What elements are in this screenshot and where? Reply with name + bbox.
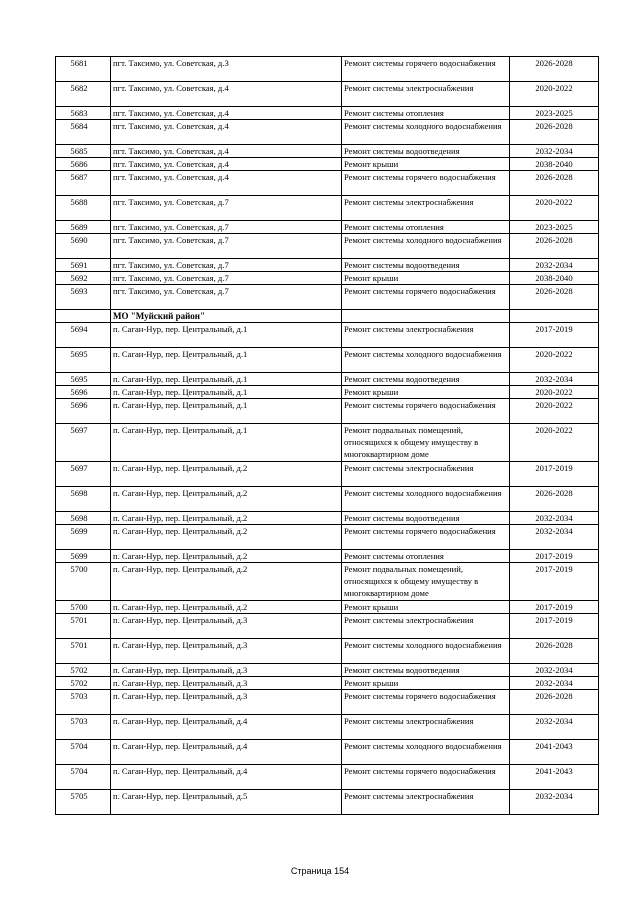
table-row (56, 158, 599, 171)
table-row (56, 348, 599, 373)
row-number: 5690 (56, 234, 111, 259)
row-number: 5695 (56, 373, 111, 386)
row-number: 5694 (56, 323, 111, 348)
row-period: 2026-2028 (510, 639, 599, 664)
row-number: 5697 (56, 462, 111, 487)
row-address: п. Саган-Нур, пер. Центральный, д.2 (111, 462, 342, 487)
row-number: 5693 (56, 285, 111, 310)
table-row (56, 399, 599, 424)
row-period: 2026-2028 (510, 487, 599, 512)
row-period: 2017-2019 (510, 563, 599, 601)
row-address: п. Саган-Нур, пер. Центральный, д.2 (111, 550, 342, 563)
row-period: 2026-2028 (510, 285, 599, 310)
repair-schedule-table (55, 56, 599, 815)
row-address: пгт. Таксимо, ул. Советская, д.4 (111, 171, 342, 196)
row-period: 2032-2034 (510, 715, 599, 740)
row-address: п. Саган-Нур, пер. Центральный, д.4 (111, 715, 342, 740)
table-row (56, 664, 599, 677)
row-address: пгт. Таксимо, ул. Советская, д.4 (111, 107, 342, 120)
table-row (56, 272, 599, 285)
row-period: 2032-2034 (510, 790, 599, 815)
row-address: пгт. Таксимо, ул. Советская, д.7 (111, 285, 342, 310)
row-number: 5700 (56, 601, 111, 614)
table-row (56, 373, 599, 386)
row-address: п. Саган-Нур, пер. Центральный, д.3 (111, 690, 342, 715)
table-row (56, 639, 599, 664)
row-address: п. Саган-Нур, пер. Центральный, д.3 (111, 614, 342, 639)
row-address: п. Саган-Нур, пер. Центральный, д.2 (111, 601, 342, 614)
row-period: 2032-2034 (510, 373, 599, 386)
row-address: п. Саган-Нур, пер. Центральный, д.5 (111, 790, 342, 815)
row-number: 5705 (56, 790, 111, 815)
row-address: п. Саган-Нур, пер. Центральный, д.2 (111, 512, 342, 525)
row-address: п. Саган-Нур, пер. Центральный, д.2 (111, 487, 342, 512)
row-address: пгт. Таксимо, ул. Советская, д.4 (111, 120, 342, 145)
row-period: 2032-2034 (510, 664, 599, 677)
table-row (56, 323, 599, 348)
table-row (56, 57, 599, 82)
row-number: 5687 (56, 171, 111, 196)
row-number: 5700 (56, 563, 111, 601)
row-period: 2026-2028 (510, 234, 599, 259)
row-work-type: Ремонт системы электроснабжения (342, 82, 510, 107)
row-number: 5699 (56, 550, 111, 563)
table-row (56, 386, 599, 399)
table-row (56, 790, 599, 815)
row-period: 2032-2034 (510, 145, 599, 158)
row-number: 5688 (56, 196, 111, 221)
row-number: 5686 (56, 158, 111, 171)
row-number: 5689 (56, 221, 111, 234)
row-number: 5702 (56, 664, 111, 677)
table-row (56, 487, 599, 512)
row-work-type: Ремонт системы горячего водоснабжения (342, 690, 510, 715)
row-address: пгт. Таксимо, ул. Советская, д.7 (111, 221, 342, 234)
row-work-type: Ремонт крыши (342, 677, 510, 690)
row-work-type: Ремонт подвальных помещений, относящихся к общему имуществу в многоквартирном доме (342, 424, 510, 462)
row-period: 2023-2025 (510, 107, 599, 120)
page-number: Страница 154 (290, 866, 350, 876)
row-period: 2041-2043 (510, 765, 599, 790)
row-work-type: Ремонт системы холодного водоснабжения (342, 487, 510, 512)
table-row (56, 120, 599, 145)
row-work-type: Ремонт системы электроснабжения (342, 196, 510, 221)
row-period: 2017-2019 (510, 323, 599, 348)
row-period: 2032-2034 (510, 259, 599, 272)
row-address: п. Саган-Нур, пер. Центральный, д.4 (111, 740, 342, 765)
row-work-type: Ремонт системы электроснабжения (342, 790, 510, 815)
section-row (56, 310, 599, 323)
row-work-type: Ремонт системы горячего водоснабжения (342, 57, 510, 82)
row-period: 2020-2022 (510, 386, 599, 399)
row-work-type: Ремонт системы холодного водоснабжения (342, 639, 510, 664)
table-row (56, 196, 599, 221)
cell-empty (510, 310, 599, 323)
row-period: 2038-2040 (510, 158, 599, 171)
row-work-type: Ремонт системы отопления (342, 107, 510, 120)
row-work-type: Ремонт подвальных помещений, относящихся к общему имуществу в многоквартирном доме (342, 563, 510, 601)
row-period: 2041-2043 (510, 740, 599, 765)
table-body (56, 57, 599, 815)
row-number: 5698 (56, 487, 111, 512)
table-row (56, 765, 599, 790)
row-work-type: Ремонт системы электроснабжения (342, 715, 510, 740)
table-row (56, 285, 599, 310)
row-period: 2017-2019 (510, 601, 599, 614)
row-work-type: Ремонт системы электроснабжения (342, 323, 510, 348)
row-work-type: Ремонт системы горячего водоснабжения (342, 171, 510, 196)
row-period: 2017-2019 (510, 550, 599, 563)
row-address: пгт. Таксимо, ул. Советская, д.7 (111, 272, 342, 285)
row-period: 2020-2022 (510, 196, 599, 221)
row-number: 5695 (56, 348, 111, 373)
row-period: 2020-2022 (510, 399, 599, 424)
row-address: пгт. Таксимо, ул. Советская, д.4 (111, 145, 342, 158)
table-row (56, 614, 599, 639)
table-row (56, 563, 599, 601)
row-period: 2026-2028 (510, 57, 599, 82)
table-row (56, 221, 599, 234)
row-work-type: Ремонт системы холодного водоснабжения (342, 348, 510, 373)
row-address: п. Саган-Нур, пер. Центральный, д.1 (111, 386, 342, 399)
row-address: п. Саган-Нур, пер. Центральный, д.3 (111, 664, 342, 677)
row-work-type: Ремонт системы горячего водоснабжения (342, 285, 510, 310)
table-row (56, 677, 599, 690)
table-row (56, 550, 599, 563)
table-row (56, 82, 599, 107)
row-address: п. Саган-Нур, пер. Центральный, д.1 (111, 424, 342, 462)
row-number: 5699 (56, 525, 111, 550)
row-number: 5692 (56, 272, 111, 285)
row-address: пгт. Таксимо, ул. Советская, д.7 (111, 259, 342, 272)
row-work-type: Ремонт системы отопления (342, 550, 510, 563)
row-address: пгт. Таксимо, ул. Советская, д.7 (111, 234, 342, 259)
row-number: 5685 (56, 145, 111, 158)
row-period: 2020-2022 (510, 348, 599, 373)
row-number: 5682 (56, 82, 111, 107)
row-number: 5697 (56, 424, 111, 462)
row-work-type: Ремонт крыши (342, 272, 510, 285)
table-row (56, 740, 599, 765)
table-row (56, 107, 599, 120)
row-work-type: Ремонт системы горячего водоснабжения (342, 399, 510, 424)
row-address: пгт. Таксимо, ул. Советская, д.3 (111, 57, 342, 82)
row-period: 2020-2022 (510, 424, 599, 462)
row-period: 2038-2040 (510, 272, 599, 285)
row-work-type: Ремонт системы горячего водоснабжения (342, 765, 510, 790)
table-row (56, 145, 599, 158)
row-address: п. Саган-Нур, пер. Центральный, д.1 (111, 323, 342, 348)
table-row (56, 234, 599, 259)
row-work-type: Ремонт системы холодного водоснабжения (342, 234, 510, 259)
row-period: 2023-2025 (510, 221, 599, 234)
row-work-type: Ремонт системы электроснабжения (342, 614, 510, 639)
table-row (56, 715, 599, 740)
row-period: 2017-2019 (510, 462, 599, 487)
table-row (56, 525, 599, 550)
row-address: пгт. Таксимо, ул. Советская, д.4 (111, 82, 342, 107)
row-address: п. Саган-Нур, пер. Центральный, д.1 (111, 399, 342, 424)
row-number: 5696 (56, 399, 111, 424)
cell-empty (342, 310, 510, 323)
row-work-type: Ремонт системы водоотведения (342, 512, 510, 525)
row-work-type: Ремонт системы электроснабжения (342, 462, 510, 487)
row-work-type: Ремонт системы холодного водоснабжения (342, 740, 510, 765)
row-number: 5703 (56, 690, 111, 715)
row-address: п. Саган-Нур, пер. Центральный, д.2 (111, 563, 342, 601)
row-number: 5702 (56, 677, 111, 690)
section-title: МО "Муйский район" (111, 310, 342, 323)
row-address: п. Саган-Нур, пер. Центральный, д.3 (111, 677, 342, 690)
table-row (56, 512, 599, 525)
row-work-type: Ремонт системы водоотведения (342, 373, 510, 386)
row-number: 5691 (56, 259, 111, 272)
row-work-type: Ремонт системы отопления (342, 221, 510, 234)
table-row (56, 462, 599, 487)
cell-empty (56, 310, 111, 323)
row-work-type: Ремонт крыши (342, 386, 510, 399)
row-work-type: Ремонт системы холодного водоснабжения (342, 120, 510, 145)
table-row (56, 259, 599, 272)
row-address: пгт. Таксимо, ул. Советская, д.4 (111, 158, 342, 171)
row-work-type: Ремонт крыши (342, 158, 510, 171)
row-number: 5701 (56, 639, 111, 664)
row-number: 5701 (56, 614, 111, 639)
table-row (56, 690, 599, 715)
table-row (56, 424, 599, 462)
row-period: 2020-2022 (510, 82, 599, 107)
row-work-type: Ремонт системы горячего водоснабжения (342, 525, 510, 550)
row-work-type: Ремонт системы водоотведения (342, 259, 510, 272)
row-number: 5684 (56, 120, 111, 145)
row-number: 5704 (56, 765, 111, 790)
row-work-type: Ремонт системы водоотведения (342, 145, 510, 158)
row-address: п. Саган-Нур, пер. Центральный, д.1 (111, 348, 342, 373)
row-period: 2026-2028 (510, 120, 599, 145)
table-row (56, 601, 599, 614)
row-period: 2017-2019 (510, 614, 599, 639)
row-work-type: Ремонт крыши (342, 601, 510, 614)
row-number: 5704 (56, 740, 111, 765)
row-address: пгт. Таксимо, ул. Советская, д.7 (111, 196, 342, 221)
row-number: 5683 (56, 107, 111, 120)
row-number: 5696 (56, 386, 111, 399)
row-address: п. Саган-Нур, пер. Центральный, д.2 (111, 525, 342, 550)
row-period: 2032-2034 (510, 677, 599, 690)
row-address: п. Саган-Нур, пер. Центральный, д.3 (111, 639, 342, 664)
row-number: 5698 (56, 512, 111, 525)
row-address: п. Саган-Нур, пер. Центральный, д.1 (111, 373, 342, 386)
row-work-type: Ремонт системы водоотведения (342, 664, 510, 677)
row-period: 2032-2034 (510, 525, 599, 550)
row-address: п. Саган-Нур, пер. Центральный, д.4 (111, 765, 342, 790)
row-number: 5703 (56, 715, 111, 740)
row-number: 5681 (56, 57, 111, 82)
row-period: 2032-2034 (510, 512, 599, 525)
table-row (56, 171, 599, 196)
row-period: 2026-2028 (510, 171, 599, 196)
row-period: 2026-2028 (510, 690, 599, 715)
